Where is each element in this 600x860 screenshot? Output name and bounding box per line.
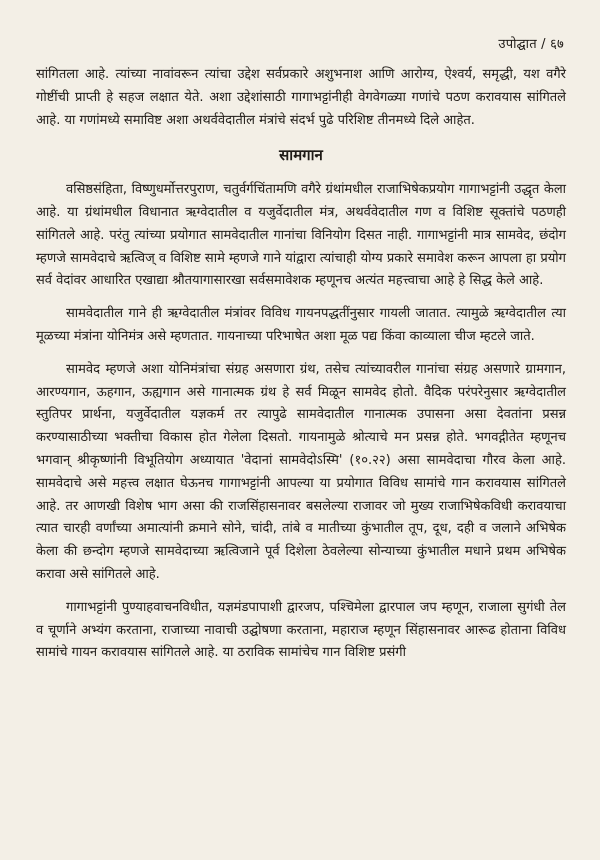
paragraph-saman-occasions: गागाभट्टांनी पुण्याहवाचनविधीत, यज्ञमंडपापाशी द्वारजप, पश्चिमेला द्वारपाल जप म्हणून, राजाला सुगंधी तेल व चूर्णाने अभ्यंग करताना, राजाच्या नावाची उद्घोषणा करताना, महाराज म्हणून सिंहासनावर आरूढ होताना विविध सामांचे गायन करावयास सांगितले आहे. या ठराविक सामांचेच गान विशिष्ट प्रसंगी — [36, 599, 566, 661]
paragraph-continuation: सांगितला आहे. त्यांच्या नावांवरून त्यांचा उद्देश सर्वप्रकारे अशुभनाश आणि आरोग्य, ऐश्वर्य, समृद्धी, यश वगैरे गोष्टींची प्राप्ती हे सहज लक्षात येते. अशा उद्देशांसाठी गागाभट्टांनीही वेगवेगळ्या गणांचे पठण करावयास सांगितले आहे. या गणांमध्ये समाविष्ट अशा अथर्ववेदातील मंत्रांचे संदर्भ पुढे परिशिष्ट तीनमध्ये दिले आहेत. — [36, 67, 566, 128]
section-title: सामगान — [279, 146, 323, 165]
paragraph-samagan-intro: वसिष्ठसंहिता, विष्णुधर्मोत्तरपुराण, चतुर्वर्गचिंतामणि वगैरे ग्रंथांमधील राजाभिषेकप्रयोग गागाभट्टांनी उद्धृत केला आहे. या ग्रंथांमधील विधानात ऋग्वेदातील व यजुर्वेदातील मंत्र, अथर्ववेदातील गण व विशिष्ट सूक्तांचे पठणही सांगितले आहे. परंतु त्यांच्या प्रयोगात सामवेदातील गानांचा विनियोग दिसत नाही. गागाभट्टांनी मात्र सामवेद, छंदोग म्हणजे सामवेदाचे ऋत्विज् व विशिष्ट सामे म्हणजे गाने यांद्वारा त्यांचाही योग्य प्रकारे समावेश करून आपला हा प्रयोग सर्व वेदांवर आधारित एखाद्या श्रौतयागासारखा सर्वसमावेशक म्हणूनच अत्यंत महत्त्वाचा आहे हे सिद्ध केले आहे. — [36, 182, 566, 289]
paragraph-samaveda-collection: सामवेद म्हणजे अशा योनिमंत्रांचा संग्रह असणारा ग्रंथ, तसेच त्यांच्यावरील गानांचा संग्रह असणारे ग्रामगान, आरण्यगान, ऊहगान, ऊह्यगान असे गानात्मक ग्रंथ हे सर्व मिळून सामवेद होतो. वैदिक परंपरेनुसार ऋग्वेदातील स्तुतिपर प्रार्थना, यजुर्वेदातील यज्ञकर्म तर त्यापुढे सामवेदातील गानात्मक उपासना असा देवतांना प्रसन्न करण्यासाठीच्या भक्तीचा विकास होत गेलेला दिसतो. गायनामुळे श्रोत्याचे मन प्रसन्न होते. भगवद्गीतेत म्हणूनच भगवान् श्रीकृष्णांनी विभूतियोग अध्यायात 'वेदानां सामवेदोऽस्मि' (१०.२२) असा सामवेदाचा गौरव केला आहे. सामवेदाचे असे महत्त्व लक्षात घेऊनच गागाभट्टांनी आपल्या या प्रयोगात विविध सामांचे गान करावयास सांगितले आहे. तर आणखी विशेष भाग असा की राजसिंहासनावर बसलेल्या राजावर जो मुख्य राजाभिषेकविधी करावयाचा त्यात चारही वर्णांच्या अमात्यांनी क्रमाने सोने, चांदी, तांबे व मातीच्या कुंभातील तूप, दूध, दही व जलाने अभिषेक केला की छन्दोग म्हणजे सामवेदाच्या ऋत्विजाने पूर्व दिशेला ठेवलेल्या सोन्याच्या कुंभातील मधाने प्रथम अभिषेक करावा असे सांगितले आहे. — [36, 361, 566, 582]
paragraph-yonimantra: सामवेदातील गाने ही ऋग्वेदातील मंत्रांवर विविध गायनपद्धतींनुसार गायली जातात. त्यामुळे ऋग्वेदातील त्या मूळच्या मंत्रांना योनिमंत्र असे म्हणतात. गायनाच्या परिभाषेत अशा मूळ पद्य किंवा काव्याला चीज म्हटले जाते. — [36, 306, 566, 344]
page-content — [36, 64, 566, 675]
running-head: उपोद्घात / ६७ — [498, 37, 564, 52]
